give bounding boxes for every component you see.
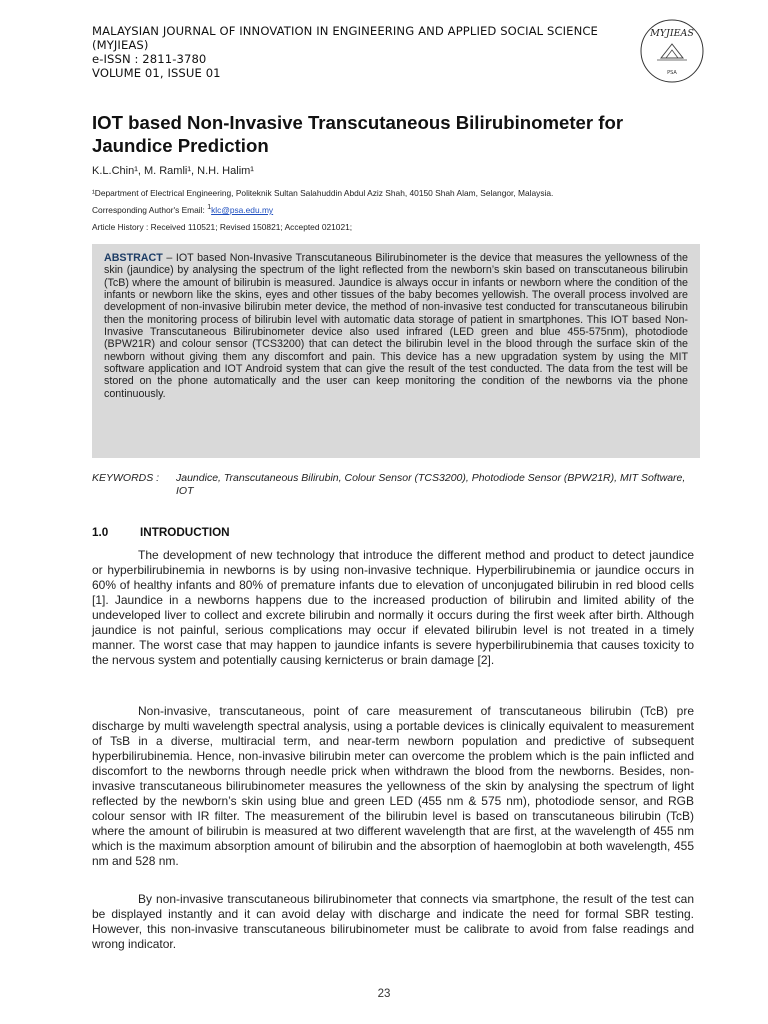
corresponding-email-line	[92, 204, 273, 215]
corresponding-label: Corresponding Author's Email:	[92, 204, 208, 215]
corresponding-sup: 1	[207, 204, 212, 211]
corresponding-email-link[interactable]: klc@psa.edu.my	[211, 204, 274, 215]
intro-paragraph-1: The development of new technology that introduce the different method and product to detect jaundice or hyperbilirubinemia in newborns is by using non-invasive technique. Hyperbilirubinemia or jaundice occurs in 60% of healthy infants and 80% of premature infants due to elevation of unconjugated bilirubin in red blood cells [1]. Jaundice in a newborns happens due to the increased production of bilirubin and limited ability of the undeveloped liver to collect and excrete bilirubin and normally it occurs during the first week after birth. Although jaundice is not painful, serious complications may occur if elevated bilirubin level is not treated in a timely manner. The worst case that may happen to jaundice infants is severe hyperbilirubinemia that causes toxicity to the nervous system and potentially causing kernicterus or brain damage [2].	[92, 548, 694, 667]
article-authors: K.L.Chin¹, M. Ramli¹, N.H. Halim¹	[92, 165, 254, 177]
keywords-label: KEYWORDS :	[92, 472, 160, 484]
section-number: 1.0	[92, 526, 109, 539]
journal-volume: VOLUME 01, ISSUE 01	[92, 66, 221, 80]
intro-paragraph-2: Non-invasive, transcutaneous, point of care measurement of transcutaneous bilirubin (TcB) pre discharge by multi wavelength spectral analysis, using a portable devices is clinically equivalent to measurement of TsB in a diverse, multiracial term, and near-term newborn population and predictive of subsequent hyperbilirubinemia. Hence, non-invasive bilirubin meter can overcome the problem which is the pain inflicted and discomfort to the newborns through needle prick when withdrawn the blood from the newborns. Besides, non-invasive transcutaneous bilirubinometer measures the yellowness of the skin by analysing the spectrum of light reflected by the newborn’s skin using blue and green LED (455 nm & 575 nm), photodiode sensor, and RGB colour sensor with IR filter. The measurement of the bilirubin level is based on transcutaneous bilirubin (TcB) where the amount of bilirubin is measured at two different wavelength that are first, at the wavelength of 455 nm which is the maximum absorption amount of bilirubin and the absorption of haemoglobin at both wavelength, 455 nm and 528 nm.	[92, 704, 694, 868]
journal-name-line2: (MYJIEAS)	[92, 38, 149, 52]
journal-header	[92, 24, 637, 80]
abstract-text: – IOT based Non-Invasive Transcutaneous Bilirubinometer is the device that measures the yellowness of the skin (jaundice) by analysing the spectrum of the light reflected from the newborn’s skin based on transcutaneous bilirubin (TcB) where the amount of bilirubin is measured. Jaundice is always occur in infants or newborn where the condition of the infants or newborn like the skins, eyes and other tissues of the baby becomes yellowish. The overall process involved are development of non-invasive bilirubin meter device, the method of non-invasive test conducted for transcutaneous bilirubin then the monitoring process of bilirubin level with automatic data storage of patient in smartphones. This IOT based Non-Invasive Transcutaneous Bilirubinometer device also used infrared (LED green and blue 455-575nm), photodiode (BPW21R) and colour sensor (TCS3200) that can detect the bilirubin level in the blood through the surface skin of the newborn without giving them any discomfort and pain. This device has a new upgradation system by using the MIT software application and IOT Android system that can give the result of the test conducted. The data from the test will be stored on the phone automatically and the user can keep monitoring the condition of the newborns via the phone continuously.	[104, 252, 688, 400]
page-number: 23	[377, 988, 391, 1000]
logo-text: MYJIEAS	[650, 28, 694, 39]
journal-logo	[639, 18, 705, 84]
section-title: INTRODUCTION	[140, 526, 230, 539]
article-history: Article History : Received 110521; Revised 150821; Accepted 021021;	[92, 222, 353, 232]
article-title: IOT based Non-Invasive Transcutaneous Bilirubinometer for Jaundice Prediction	[92, 112, 624, 156]
abstract-paragraph	[104, 252, 688, 400]
abstract-box	[92, 244, 700, 458]
section-heading-introduction	[92, 526, 230, 539]
journal-issn: e-ISSN : 2811-3780	[92, 52, 207, 66]
logo-subtext: PSA	[667, 70, 677, 76]
abstract-label: ABSTRACT	[104, 252, 163, 264]
author-affiliation: ¹Department of Electrical Engineering, Politeknik Sultan Salahuddin Abdul Aziz Shah, 40150 Shah Alam, Selangor, Malaysia.	[92, 188, 554, 198]
keywords-text: Jaundice, Transcutaneous Bilirubin, Colour Sensor (TCS3200), Photodiode Sensor (BPW21R), MIT Software, IOT	[176, 472, 686, 497]
intro-paragraph-3: By non-invasive transcutaneous bilirubinometer that connects via smartphone, the result of the test can be displayed instantly and it can avoid delay with discharge and indicate the need for formal SBR testing. However, this non-invasive transcutaneous bilirubinometer must be calibrate to avoid from false readings and wrong indicator.	[92, 892, 694, 951]
journal-name-line1: MALAYSIAN JOURNAL OF INNOVATION IN ENGINEERING AND APPLIED SOCIAL SCIENCE	[92, 24, 598, 38]
